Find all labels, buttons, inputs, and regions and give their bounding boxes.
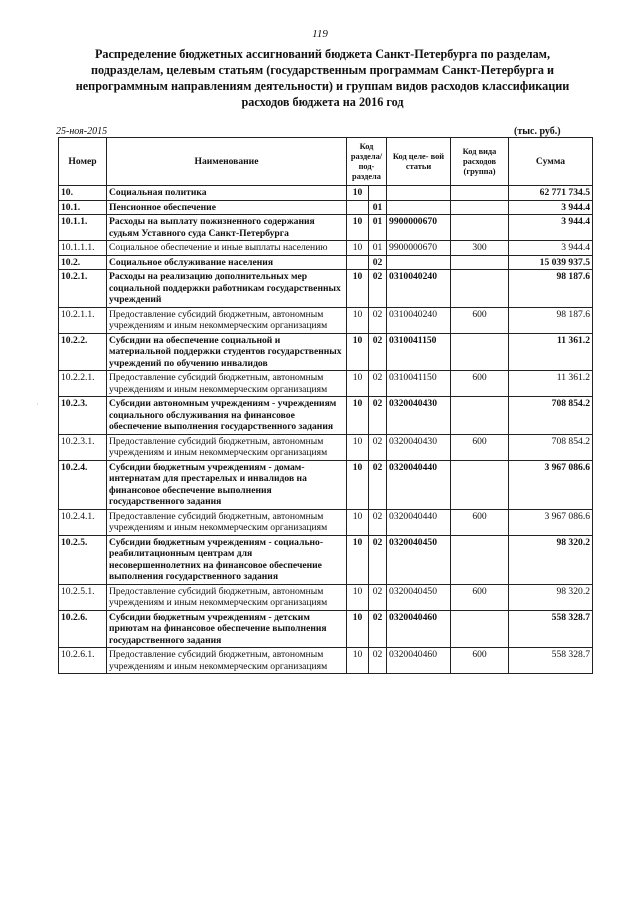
row-number: 10.2.3. (59, 397, 107, 435)
header-name: Наименование (107, 138, 347, 186)
row-sum: 708 854.2 (509, 397, 593, 435)
row-sum: 3 967 086.6 (509, 460, 593, 509)
row-expense-type (451, 397, 509, 435)
row-name: Предоставление субсидий бюджетным, автономным учреждениям и иным некоммерческим организациям (107, 307, 347, 333)
row-expense-type: 600 (451, 434, 509, 460)
row-subsection: 02 (369, 270, 387, 308)
row-subsection: 02 (369, 307, 387, 333)
row-sum: 98 187.6 (509, 270, 593, 308)
row-section: 10 (347, 397, 369, 435)
row-name: Расходы на выплату пожизненного содержания судьям Уставного суда Санкт-Петербурга (107, 215, 347, 241)
row-expense-type (451, 460, 509, 509)
row-subsection: 02 (369, 535, 387, 584)
row-subsection: 02 (369, 371, 387, 397)
row-expense-type: 600 (451, 648, 509, 674)
table-header-row (59, 138, 593, 186)
row-article (387, 186, 451, 201)
header-number: Номер (59, 138, 107, 186)
row-article: 0310040240 (387, 307, 451, 333)
row-name: Субсидии бюджетным учреждениям - детским приютам на финансовое обеспечение выполнения государственного задания (107, 610, 347, 648)
row-article: 0310041150 (387, 333, 451, 371)
row-article: 0320040440 (387, 509, 451, 535)
row-section: 10 (347, 460, 369, 509)
row-number: 10.2.4. (59, 460, 107, 509)
row-subsection (369, 186, 387, 201)
row-number: 10.2.5. (59, 535, 107, 584)
row-number: 10.1.1. (59, 215, 107, 241)
row-number: 10.1.1.1. (59, 241, 107, 256)
header-sum: Сумма (509, 138, 593, 186)
row-subsection: 02 (369, 397, 387, 435)
table-row (59, 255, 593, 270)
row-expense-type: 600 (451, 307, 509, 333)
row-number: 10.1. (59, 200, 107, 215)
row-sum: 3 944.4 (509, 241, 593, 256)
row-number: 10.2.2.1. (59, 371, 107, 397)
row-number: 10.2.4.1. (59, 509, 107, 535)
header-expense-type: Код вида расходов (группа) (451, 138, 509, 186)
row-subsection: 02 (369, 584, 387, 610)
table-row (59, 397, 593, 435)
row-section: 10 (347, 509, 369, 535)
row-sum: 98 320.2 (509, 535, 593, 584)
row-expense-type (451, 186, 509, 201)
header-section: Код раздела/ под- раздела (347, 138, 387, 186)
row-name: Субсидии бюджетным учреждениям - социально-реабилитационным центрам для несовершеннолетних на финансовое обеспечение выполнения государственного задания (107, 535, 347, 584)
row-name: Социальное обеспечение и иные выплаты населению (107, 241, 347, 256)
row-expense-type: 600 (451, 509, 509, 535)
table-row (59, 371, 593, 397)
row-subsection: 02 (369, 648, 387, 674)
row-subsection: 02 (369, 434, 387, 460)
row-name: Предоставление субсидий бюджетным, автономным учреждениям и иным некоммерческим организациям (107, 584, 347, 610)
table-row (59, 535, 593, 584)
row-article: 0320040450 (387, 535, 451, 584)
row-number: 10.2.5.1. (59, 584, 107, 610)
row-sum: 708 854.2 (509, 434, 593, 460)
row-sum: 98 187.6 (509, 307, 593, 333)
row-name: Предоставление субсидий бюджетным, автономным учреждениям и иным некоммерческим организациям (107, 648, 347, 674)
row-expense-type: 600 (451, 371, 509, 397)
row-subsection: 01 (369, 200, 387, 215)
row-subsection: 01 (369, 241, 387, 256)
row-sum: 558 328.7 (509, 610, 593, 648)
row-expense-type (451, 535, 509, 584)
row-name: Субсидии автономным учреждениям - учреждениям социального обслуживания на финансовое обеспечение выполнения государственного задания (107, 397, 347, 435)
document-date: 25-ноя-2015 (56, 126, 108, 137)
row-section: 10 (347, 535, 369, 584)
row-expense-type: 600 (451, 584, 509, 610)
row-article: 0320040430 (387, 434, 451, 460)
row-number: 10.2.3.1. (59, 434, 107, 460)
row-name: Субсидии на обеспечение социальной и материальной поддержки студентов государственных учреждений по обучению инвалидов (107, 333, 347, 371)
row-sum: 3 967 086.6 (509, 509, 593, 535)
row-name: Предоставление субсидий бюджетным, автономным учреждениям и иным некоммерческим организациям (107, 371, 347, 397)
table-row (59, 215, 593, 241)
row-section (347, 255, 369, 270)
row-subsection: 02 (369, 610, 387, 648)
document-title: Распределение бюджетных ассигнований бюджета Санкт-Петербурга по разделам, подразделам, целевым статьям (государственным программам Санкт-Петербурга и непрограммным направлениям деятельности) и группам видов расходов классификации расходов бюджета на 2016 год (75, 47, 570, 109)
row-name: Субсидии бюджетным учреждениям - домам-интернатам для престарелых и инвалидов на финансовое обеспечение выполнения государственного задания (107, 460, 347, 509)
row-sum: 62 771 734.5 (509, 186, 593, 201)
row-sum: 98 320.2 (509, 584, 593, 610)
table-row (59, 610, 593, 648)
row-article: 0310040240 (387, 270, 451, 308)
row-expense-type (451, 200, 509, 215)
row-section: 10 (347, 307, 369, 333)
row-sum: 15 039 937.5 (509, 255, 593, 270)
row-article: 0320040450 (387, 584, 451, 610)
table-body (59, 186, 593, 674)
row-number: 10.2.2. (59, 333, 107, 371)
row-section: 10 (347, 584, 369, 610)
table-row (59, 460, 593, 509)
row-section: 10 (347, 186, 369, 201)
row-number: 10. (59, 186, 107, 201)
table-row (59, 584, 593, 610)
row-expense-type (451, 270, 509, 308)
row-article: 9900000670 (387, 241, 451, 256)
budget-table (58, 137, 593, 674)
row-number: 10.2.6.1. (59, 648, 107, 674)
row-section: 10 (347, 610, 369, 648)
row-name: Предоставление субсидий бюджетным, автономным учреждениям и иным некоммерческим организациям (107, 434, 347, 460)
row-expense-type (451, 215, 509, 241)
row-name: Пенсионное обеспечение (107, 200, 347, 215)
row-section: 10 (347, 434, 369, 460)
table-row (59, 200, 593, 215)
table-row (59, 648, 593, 674)
row-article: 0320040430 (387, 397, 451, 435)
table-row (59, 186, 593, 201)
row-article: 9900000670 (387, 215, 451, 241)
row-name: Социальное обслуживание населения (107, 255, 347, 270)
row-subsection: 02 (369, 255, 387, 270)
row-sum: 3 944.4 (509, 215, 593, 241)
row-name: Социальная политика (107, 186, 347, 201)
row-expense-type (451, 255, 509, 270)
row-expense-type: 300 (451, 241, 509, 256)
row-name: Расходы на реализацию дополнительных мер социальной поддержки работникам государственных учреждений (107, 270, 347, 308)
page-number: 119 (312, 28, 328, 40)
row-section: 10 (347, 270, 369, 308)
table-row (59, 307, 593, 333)
table-row (59, 509, 593, 535)
row-section: 10 (347, 215, 369, 241)
row-subsection: 02 (369, 333, 387, 371)
row-section: 10 (347, 648, 369, 674)
row-section (347, 200, 369, 215)
row-sum: 11 361.2 (509, 333, 593, 371)
row-sum: 3 944.4 (509, 200, 593, 215)
table-row (59, 333, 593, 371)
row-section: 10 (347, 371, 369, 397)
row-subsection: 02 (369, 460, 387, 509)
row-sum: 11 361.2 (509, 371, 593, 397)
row-subsection: 02 (369, 509, 387, 535)
row-number: 10.2. (59, 255, 107, 270)
row-number: 10.2.6. (59, 610, 107, 648)
row-article (387, 200, 451, 215)
table-row (59, 434, 593, 460)
row-article: 0310041150 (387, 371, 451, 397)
table-row (59, 241, 593, 256)
row-article: 0320040460 (387, 648, 451, 674)
row-expense-type (451, 333, 509, 371)
row-name: Предоставление субсидий бюджетным, автономным учреждениям и иным некоммерческим организациям (107, 509, 347, 535)
table-row (59, 270, 593, 308)
row-number: 10.2.1. (59, 270, 107, 308)
header-article: Код целе- вой статьи (387, 138, 451, 186)
row-section: 10 (347, 333, 369, 371)
row-article: 0320040440 (387, 460, 451, 509)
currency-unit: (тыс. руб.) (514, 126, 561, 137)
row-article (387, 255, 451, 270)
row-subsection: 01 (369, 215, 387, 241)
row-expense-type (451, 610, 509, 648)
row-sum: 558 328.7 (509, 648, 593, 674)
row-number: 10.2.1.1. (59, 307, 107, 333)
row-article: 0320040460 (387, 610, 451, 648)
row-section: 10 (347, 241, 369, 256)
margin-mark: · (36, 400, 39, 409)
